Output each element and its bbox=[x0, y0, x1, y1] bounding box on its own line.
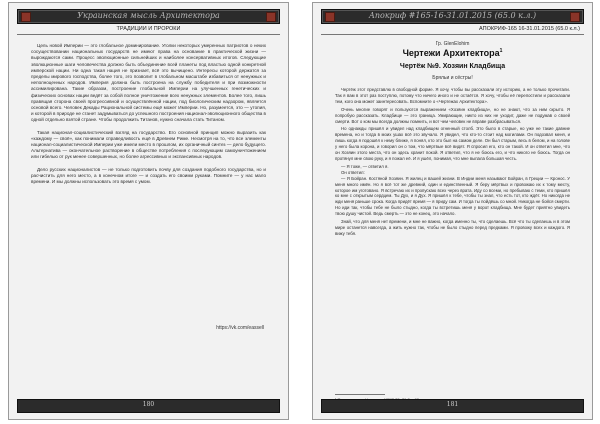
right-header-banner bbox=[321, 9, 584, 24]
paragraph: Но однажды пришёл и увидел над кладбищем огненный столб. Это было в старые, но уже не такие давние времена, но и тогда в моих ушах всё это звучало. Я увидел, что кто-то стоит над могилами. Он подозвал меня, и лишь когда я подошёл к нему ближе, я понял, кто это был на самом деле. Он был старым, весь в белом, и на голове у него была корона, и говорил он о том, что мёртвые всё видят. Я спросил его, кто он такой. И он ответил мне, что он Хозяин этого места, что он здесь хранит покой. Я ответил, что я не боюсь его, и что никого не боюсь. Тогда он протянул мне свою руку, и я пожал её. И я ушёл, понимая, что мне выпала большая честь. bbox=[335, 126, 570, 161]
right-header-title: Апокриф #165-16-31.01.2015 (65.0 к.л.) bbox=[368, 11, 537, 20]
paragraph: Знай, что для меня нет времени, и мне не важно, когда именно ты, что сделаешь. Всё что ты сделаешь и в этом мире останется навсегда, а жить нужно так, чтобы не было стыдно перед предками. Я провожу всех и каждого. Я вижу тебя. bbox=[335, 219, 570, 236]
paragraph: — Я Бойран. Костяной Хозяин. Я жилец и вашей жизни. В Индии меня называют Бойран, в Греции — Кронос. У меня много имён. Но я всё тот же древний, один и единственный. Я беру мёртвых и провожаю их к тому месту, которое им уготовано. Я встречаю их и пропускаю всех через врата. Иду со всеми, но пребываю с теми, кто пришёл ко мне с открытым сердцем. Ты Дух, и я Дух. Я пришёл к тебе, чтобы ты знал, что есть тот, кто ждёт. Но никогда не жди меня раньше срока. Когда придёт время — я приду сам. И тогда ты пойдёшь со мной. Никогда не бойся смерти. Но иди так, чтобы тебе не было стыдно, когда ты встретишь меня у ворот кладбища. Мне будет приятно увидеть твою душу чистой. Ведь смерть — это не конец, это начало. bbox=[335, 175, 570, 217]
vk-link[interactable]: https://vk.com/eassell bbox=[216, 325, 264, 331]
paragraph: Он ответил: bbox=[341, 169, 365, 175]
banner-ornament-icon bbox=[570, 12, 580, 22]
paragraph: — Я тоже, — ответил я. bbox=[341, 163, 389, 169]
left-header-banner bbox=[17, 9, 280, 24]
article-title-text: Чертежи Архитектора bbox=[402, 48, 500, 58]
paragraph: Очень многие говорят и пользуются выражением «Хозяин кладбища», но не знают, что за ним скрыто. Я попробую рассказать. Кладбище — это граница. Умирающие, никто из них не уходит, даже не подумав о своей смерти. Вот о ком мы всегда должны помнить, и вот чем человек не вправе разбрасываться. bbox=[335, 106, 570, 124]
divider bbox=[17, 34, 280, 35]
article-title bbox=[313, 48, 592, 58]
right-footer-banner bbox=[321, 399, 584, 413]
footnote-rule bbox=[335, 394, 385, 395]
banner-ornament-icon bbox=[325, 12, 335, 22]
section-title: ТРАДИЦИИ И ПРОРОКИ bbox=[116, 26, 181, 32]
left-body-text bbox=[31, 43, 266, 191]
banner-ornament-icon bbox=[266, 12, 276, 22]
left-header-title: Украинская мысль Архитектора bbox=[77, 11, 220, 20]
article-author: Гр. GlenElohim bbox=[435, 41, 470, 47]
paragraph: Дело русских националистов — не только подготовить почву для создания подобного государства, но и расчистить для него место, а в конечном итоге — и создать его своими руками. Помните — у нас мало времени. И мы должны использовать это время с умом. bbox=[31, 166, 266, 185]
greeting: Бряльи и сёстры! bbox=[432, 75, 473, 81]
right-body-text bbox=[335, 87, 570, 237]
page-number: 181 bbox=[446, 401, 459, 408]
article-subtitle: Чертёж №9. Хозяин Кладбища bbox=[399, 63, 506, 70]
title-footnote-mark: 1 bbox=[499, 48, 503, 54]
banner-ornament-icon bbox=[21, 12, 31, 22]
paragraph: Цель новой Империи — это глобальное доминирование. Уголки некоторых умеренных патриотов о неких сосуществовании национальных государств не имеют права на основание в практической жизни — вырождаются сами. Процесс эволюционные сильнейших и наиболее консервативных итогов. Следующие эволюционные шаги человечества должно быть объединение всей планеты под властью одной конкретной имперской нации. Ни одна такая нация не признает, всё это вычищено. Интересы которой держатся за пределы мирового господства, более того, это позволит в глобальном масштабе избавиться от ненужных и неполноценных народов. Империя должна быть построена на службу победителя и при возможности ассимилирована. Такие образом, построение глобальной Империи на улучшенных генетических и физических основах нации ведёт за собой полное уничтожение всех ненужных элементов. Более того, лишь правящая сторона своей прогрессивной и осуществлённой нации, под биологическим надзором, является основой всего. Человек Декады Рациональной системы ещё может Империи. Но, разумеется, это — утопия, и которой в природе не станет задумываться до успешного построения национал-эволюционного общества в одной отдельно взятой стране. Чтобы продолжить Титанов, нужно сначала стать Титаном. bbox=[31, 43, 266, 123]
right-page bbox=[312, 2, 593, 420]
page-number: 180 bbox=[142, 401, 155, 408]
paragraph: Такая национал-социалистический взгляд на государство. Его основной принцип можно выразить как «каждому — своё», как понимали справедливость ещё в Древнем Риме. Несмотря на то, что все элементы национал-социалистической Империи уже имели место в прошлом, их органичный синтез — дело будущего. Альтернатива — окончательное растворение в обществе потребления с последующим самоуничтожением или гибелью от рук менее совершенных, но более агрессивных и экспансивных народов. bbox=[31, 129, 266, 160]
divider bbox=[321, 34, 584, 35]
left-page bbox=[8, 2, 289, 420]
paragraph: Чертёж этот представлю в свободной форме. Я хочу, чтобы вы рассказали эту историю, а не только прочитали. Так я вам в этот раз поступлю, потому что ничего иного и не остаётся. Я хочу, чтобы её перепостили и рассказали тем, кого она может заинтересовать. Вспомните о «Чертежах Архитектора». bbox=[335, 87, 570, 104]
issue-line: АПОКРИФ-165 16-31.01.2015 (65.0 к.л.) bbox=[479, 26, 580, 32]
left-footer-banner bbox=[17, 399, 280, 413]
